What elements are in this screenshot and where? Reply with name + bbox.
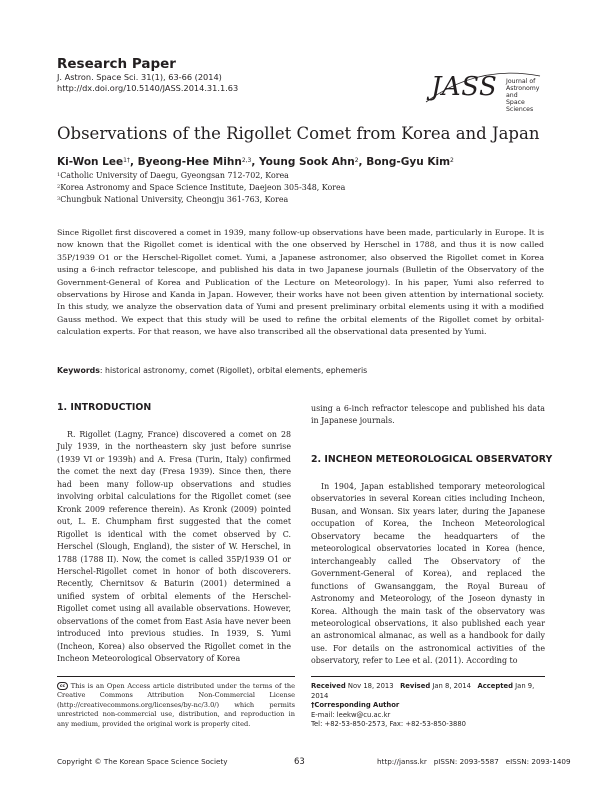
logo-subtitle-line: Space Sciences	[506, 99, 534, 113]
author-name: Bong-Gyu Kim	[366, 156, 451, 168]
author-name: Byeong-Hee Mihn	[137, 156, 242, 168]
abstract: Since Rigollet first discovered a comet in 1939, many follow-up observations have been made, particularly in Europe. It is now known that the Rigollet comet is identical with the one observed by Herschel in 1788, and thus it is now called 35P/1939 O1 or the Herschel-Rigollet comet. Yumi, a Japanese astronomer, also observed the Rigollet comet in Korea using a 6-inch refractor telescope, and published his data in two Japanese journals (Bulletin of the Observatory of the Government-General of Korea and Publication of the Lecture on Meteorology). In his paper, Yumi also referred to observations by Hirose and Kanda in Japan. However, their works have not been given attention by international society. In this study, we analyze the observation data of Yumi and present preliminary orbital elements using it with a modified Gauss method. We expect that this study will be used to refine the orbital elements of the Rigollet comet by orbital-calculation experts. For that reason, we have also transcribed all the observational data presented by Yumi.	[57, 228, 544, 337]
affiliation	[57, 194, 288, 205]
logo-subtitle-line: Journal of	[506, 78, 536, 85]
logo-subtitle	[506, 78, 548, 113]
history-dates	[311, 682, 551, 701]
footnote-divider	[311, 676, 545, 677]
author-name: Young Sook Ahn	[259, 156, 355, 168]
accepted-label: Accepted	[477, 682, 513, 690]
revised-label: Revised	[400, 682, 431, 690]
paragraph-continuation: using a 6-inch refractor telescope and published his data in Japanese journals.	[311, 404, 545, 426]
affiliation-number: 1	[57, 172, 61, 178]
received-label: Received	[311, 682, 346, 690]
author-affil-mark: 2	[450, 157, 454, 164]
keywords-label: Keywords	[57, 366, 100, 375]
jass-logo	[418, 72, 548, 112]
corresponding-author-label: †Corresponding Author	[311, 701, 400, 710]
journal-citation: J. Astron. Space Sci. 31(1), 63-66 (2014)	[57, 72, 222, 82]
paper-title: Observations of the Rigollet Comet from Korea and Japan	[57, 124, 540, 143]
creative-commons-icon: cc	[57, 682, 68, 690]
observatory-body: In 1904, Japan established temporary meteorological observatories in several Korean cities including Incheon, Busan, and Wonsan. Six years later, during the Japanese occupation of Korea, the Incheon Meteorological Observatory became the headquarters of the meteorological observatories located in Korea (hence, interchangeably called The Observatory of the Government-General of Korea), and replaced the functions of Gwansanggam, the Royal Bureau of Astronomy and Meteorology, of the Joseon dynasty in Korea. Although the main task of the observatory was meteorological observations, it also published each year an astronomical almanac, as well as a handbook for daily use. For details on the astronomical activities of the observatory, refer to Lee et al. (2011). According to	[311, 482, 545, 666]
email-line[interactable]: E-mail: leekw@cu.ac.kr	[311, 710, 391, 719]
page-number: 63	[294, 757, 305, 767]
author-name: Ki-Won Lee	[57, 156, 124, 168]
received-date: Nov 18, 2013	[347, 682, 394, 690]
affiliation	[57, 170, 289, 181]
article-type-label: Research Paper	[57, 56, 176, 72]
affiliation-text: Catholic University of Daegu, Gyeongsan 712-702, Korea	[60, 171, 289, 180]
logo-subtitle-line: Astronomy and	[506, 85, 540, 99]
doi-link[interactable]: http://dx.doi.org/10.5140/JASS.2014.31.1.63	[57, 83, 239, 93]
author-affil-mark: 1†	[123, 157, 130, 164]
author-separator: ,	[358, 156, 367, 168]
author-separator: ,	[129, 156, 138, 168]
affiliation-number: 2	[57, 184, 61, 190]
affiliation	[57, 182, 345, 193]
footer-issn: http://janss.kr pISSN: 2093-5587 eISSN: 2093-1409	[377, 757, 571, 766]
phone-line: Tel: +82-53-850-2573, Fax: +82-53-850-3880	[311, 720, 467, 729]
affiliation-text: Chungbuk National University, Cheongju 361-763, Korea	[60, 195, 289, 204]
logo-wordmark: JASS	[431, 72, 498, 102]
section-heading-introduction: 1. INTRODUCTION	[57, 402, 152, 413]
keywords	[57, 365, 544, 376]
author-list	[57, 155, 454, 169]
revised-date: Jan 8, 2014	[432, 682, 471, 690]
introduction-body: R. Rigollet (Lagny, France) discovered a comet on 28 July 1939, in the northeastern sky just before sunrise (1939 VI or 1939h) and A. Fresa (Turin, Italy) confirmed the comet the next day (Fresa 1939). Since then, there had been many follow-up observations and studies involving orbital calculations for the Rigollet comet (see Kronk 2009 reference therein). As Kronk (2009) pointed out, L. E. Chumpham first suggested that the comet Rigollet is identical with the comet observed by C. Herschel (Slough, England), the sister of W. Herschel, in 1788 (1788 II). Now, the comet is called 35P/1939 O1 or Herschel-Rigollet comet in honor of both discoverers. Recently, Chernitsov & Baturin (2001) determined a unified system of orbital elements of the Herschel-Rigollet comet using all available observations. However, observations of the comet from East Asia have never been introduced into previous studies. In 1939, S. Yumi (Incheon, Korea) also observed the Rigollet comet in the Incheon Meteorological Observatory of Korea	[57, 430, 291, 664]
affiliation-text: Korea Astronomy and Space Science Institute, Daejeon 305-348, Korea	[60, 183, 346, 192]
journal-header	[57, 56, 238, 94]
accepted-date: Jan 9, 2014	[311, 682, 535, 700]
keywords-text: : historical astronomy, comet (Rigollet), orbital elements, ephemeris	[99, 366, 368, 375]
article-history	[311, 682, 551, 730]
footer-copyright: Copyright © The Korean Space Science Society	[57, 757, 228, 766]
section-heading-observatory: 2. INCHEON METEOROLOGICAL OBSERVATORY	[311, 454, 553, 465]
license-notice	[57, 682, 295, 729]
author-affil-mark: 2	[354, 157, 359, 164]
affiliation-number: 3	[57, 196, 61, 202]
author-separator: ,	[251, 156, 260, 168]
footnote-divider	[57, 676, 295, 677]
license-text: This is an Open Access article distributed under the terms of the Creative Commons Attribution Non-Commercial License (http://creativecommons.org/licenses/by-nc/3.0/) which permits unrestricted non-commercial use, distribution, and reproduction in any medium, provided the original work is properly cited.	[57, 682, 295, 728]
author-affil-mark: 2,3	[241, 157, 252, 164]
